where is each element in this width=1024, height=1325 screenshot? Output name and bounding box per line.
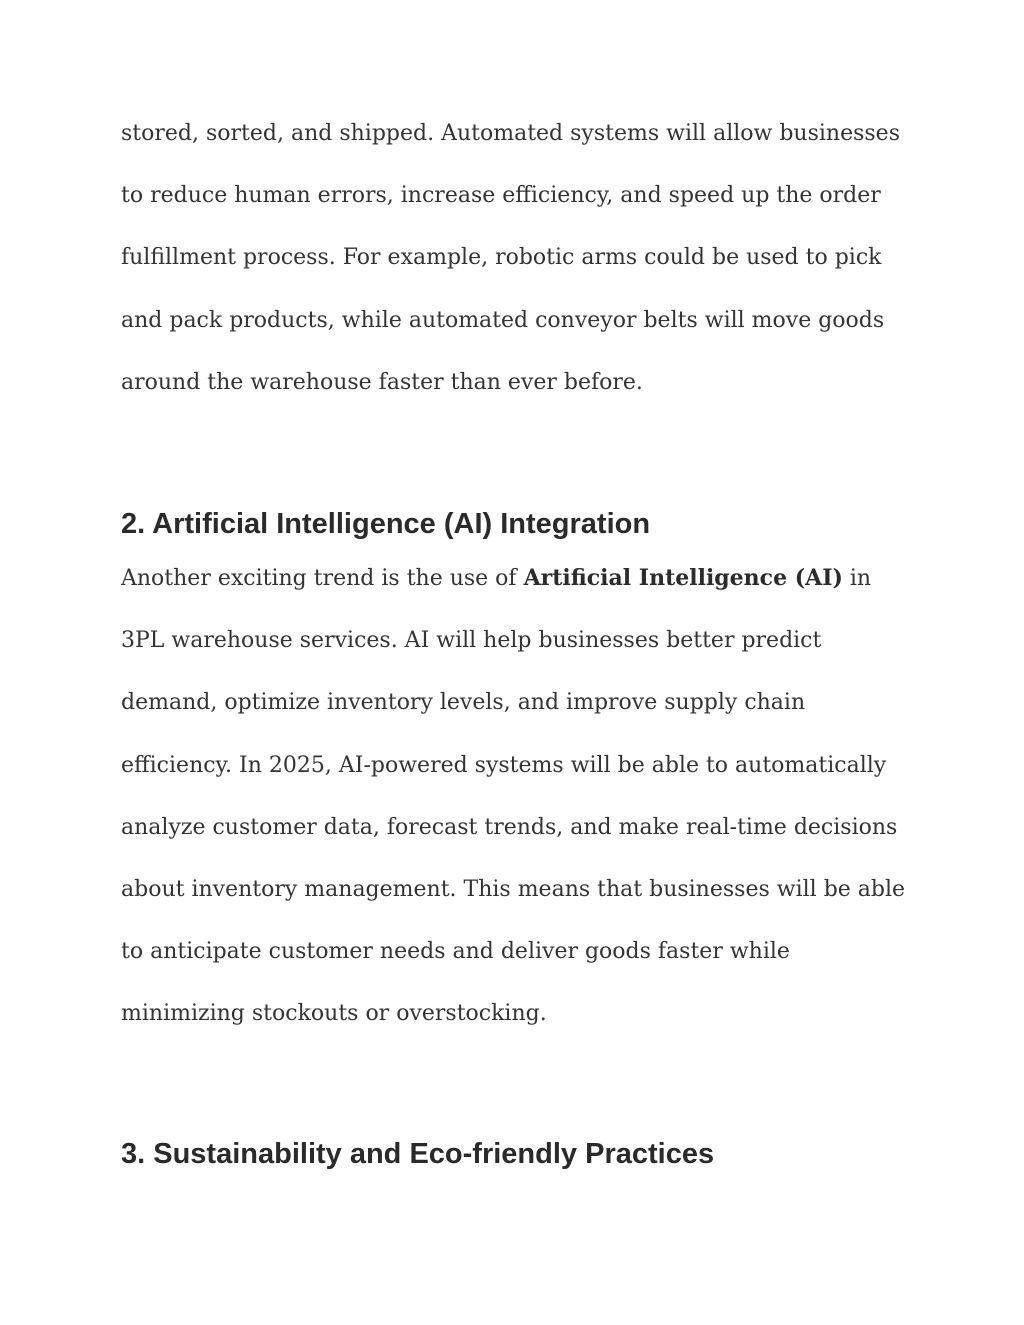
- text-line: to anticipate customer needs and deliver goods faster while: [121, 939, 790, 965]
- text-line: about inventory management. This means that businesses will be able: [121, 877, 906, 903]
- text-line: analyze customer data, forecast trends, and make real-time decisions: [121, 814, 898, 840]
- text-line: stored, sorted, and shipped. Automated systems will allow businesses: [121, 121, 900, 146]
- text-line: fulfillment process. For example, robotic arms could be used to pick: [121, 245, 882, 271]
- paragraph-ai-integration: [121, 547, 911, 1046]
- paragraph-automation-continued: [121, 103, 911, 414]
- text-line: minimizing stockouts or overstocking.: [121, 1001, 547, 1027]
- bold-term: Artificial Intelligence (AI): [523, 565, 843, 591]
- text-run: Another exciting trend is the use of: [121, 566, 524, 591]
- text-run: in: [842, 566, 872, 591]
- text-line: demand, optimize inventory levels, and improve supply chain: [121, 690, 806, 716]
- section-heading-ai-integration: 2. Artificial Intelligence (AI) Integration: [121, 508, 651, 540]
- text-line: 3PL warehouse services. AI will help businesses better predict: [121, 628, 822, 654]
- text-line: [121, 547, 911, 610]
- text-line: efficiency. In 2025, AI-powered systems will be able to automatically: [121, 752, 887, 778]
- text-line: around the warehouse faster than ever before.: [121, 369, 643, 395]
- section-heading-sustainability: 3. Sustainability and Eco-friendly Practices: [121, 1138, 715, 1170]
- text-line: and pack products, while automated conveyor belts will move goods: [121, 307, 885, 333]
- text-line: to reduce human errors, increase efficiency, and speed up the order: [121, 183, 881, 209]
